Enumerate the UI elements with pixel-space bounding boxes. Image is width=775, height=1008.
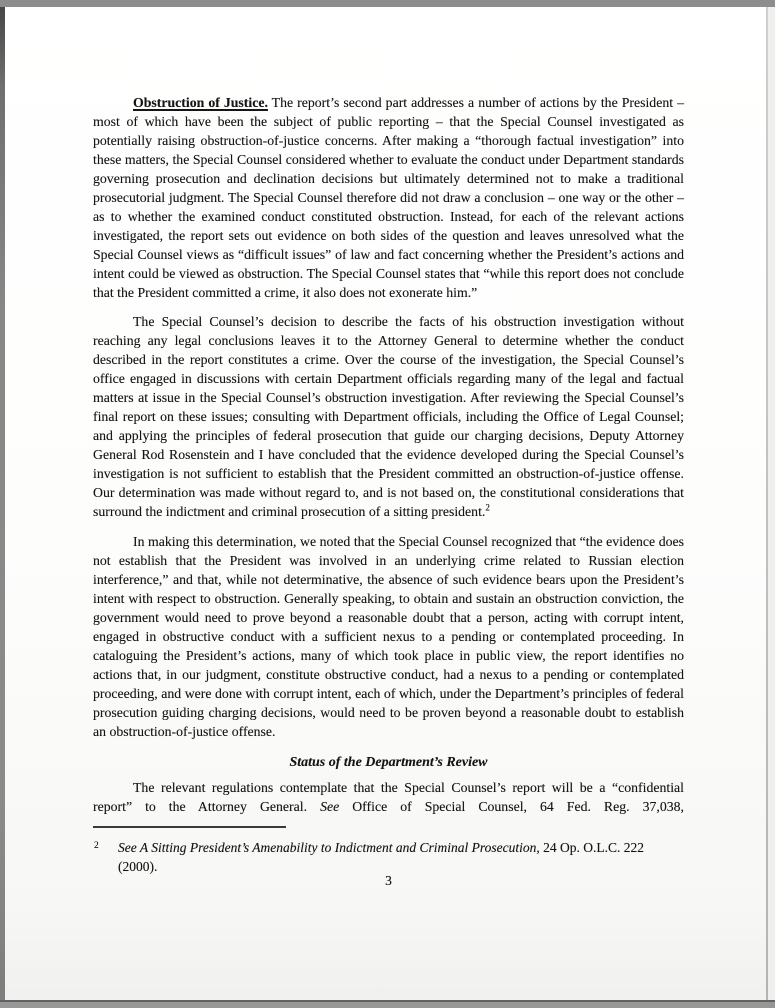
paragraph-text: The Special Counsel’s decision to describe the facts of his obstruction investigation without reaching any legal conclusions leaves it to the Attorney General to determine whether the conduct described in the report constitutes a crime. Over the course of the investigation, the Special Counsel’s office engaged in discussions with certain Department officials regarding many of the legal and factual matters at issue in the Special Counsel’s obstruction investigation. After reviewing the Special Counsel’s final report on these issues; consulting with Department officials, including the Office of Legal Counsel; and applying the principles of federal prosecution that guide our charging decisions, Deputy Attorney General Rod Rosenstein and I have concluded that the evidence developed during the Special Counsel’s investigation is not sufficient to establish that the President committed an obstruction-of-justice offense. Our determination was made without regard to, and is not based on, the constitutional considerations that surround the indictment and criminal prosecution of a sitting president.	[93, 314, 684, 520]
document-body	[93, 94, 684, 890]
footnote-separator	[93, 826, 286, 828]
scan-border-top	[0, 0, 775, 7]
scan-border-bottom	[0, 1000, 775, 1008]
paragraph-relevant-regulations	[93, 779, 684, 817]
page-number: 3	[385, 872, 392, 888]
footnote-marker: 2	[94, 841, 99, 852]
scan-border-right-line	[766, 7, 768, 1000]
footnote-reference-2: 2	[485, 502, 490, 513]
paragraph-lead-heading: Obstruction of Justice.	[133, 95, 268, 110]
scan-border-left	[0, 7, 5, 1000]
footnote-citation-italic: See A Sitting President’s Amenability to Indictment and Criminal Prosecution	[118, 840, 537, 856]
section-heading-status-of-review: Status of the Department’s Review	[289, 755, 488, 771]
citation-text: Office of Special Counsel, 64 Fed. Reg. 37,038,	[339, 799, 685, 815]
footnote-citation-rest: , 24 Op. O.L.C. 222 (2000).	[118, 840, 644, 875]
paragraph-special-counsel-decision	[93, 313, 684, 521]
paragraph-text: The relevant regulations contemplate that the Special Counsel’s report will be a “confidential report” to the Attorney General.	[93, 780, 684, 815]
paragraph-text: In making this determination, we noted that the Special Counsel recognized that “the evidence does not establish that the President was involved in an underlying crime related to Russian election interference,” and that, while not determinative, the absence of such evidence bears upon the President’s intent with respect to obstruction. Generally speaking, to obtain and sustain an obstruction conviction, the government would need to prove beyond a reasonable doubt that a person, acting with corrupt intent, engaged in obstructive conduct with a sufficient nexus to a pending or contemplated proceeding. In cataloguing the President’s actions, many of which took place in public view, the report identifies no actions that, in our judgment, constitute obstructive conduct, had a nexus to a pending or contemplated proceeding, and were done with corrupt intent, each of which, under the Department’s principles of federal prosecution guiding charging decisions, would need to be proven beyond a reasonable doubt to establish an obstruction-of-justice offense.	[93, 533, 684, 739]
paragraph-obstruction-of-justice	[93, 94, 684, 302]
paragraph-text: The report’s second part addresses a number of actions by the President – most of which have been the subject of public reporting – that the Special Counsel investigated as potentially raising obstruction-of-justice concerns. After making a “thorough factual investigation” into these matters, the Special Counsel considered whether to evaluate the conduct under Department standards governing prosecution and declination decisions but ultimately determined not to make a traditional prosecutorial judgment. The Special Counsel therefore did not draw a conclusion – one way or the other – as to whether the examined conduct constituted obstruction. Instead, for each of the relevant actions investigated, the report sets out evidence on both sides of the question and leaves unresolved what the Special Counsel views as “difficult issues” of law and fact concerning whether the President’s actions and intent could be viewed as obstruction. The Special Counsel states that “while this report does not conclude that the President committed a crime, it also does not exonerate him.”	[93, 95, 684, 300]
citation-signal-see: See	[320, 799, 340, 815]
footnote-2	[93, 839, 684, 877]
paragraph-determination	[93, 533, 684, 741]
scan-border-right-strip	[768, 7, 775, 1000]
